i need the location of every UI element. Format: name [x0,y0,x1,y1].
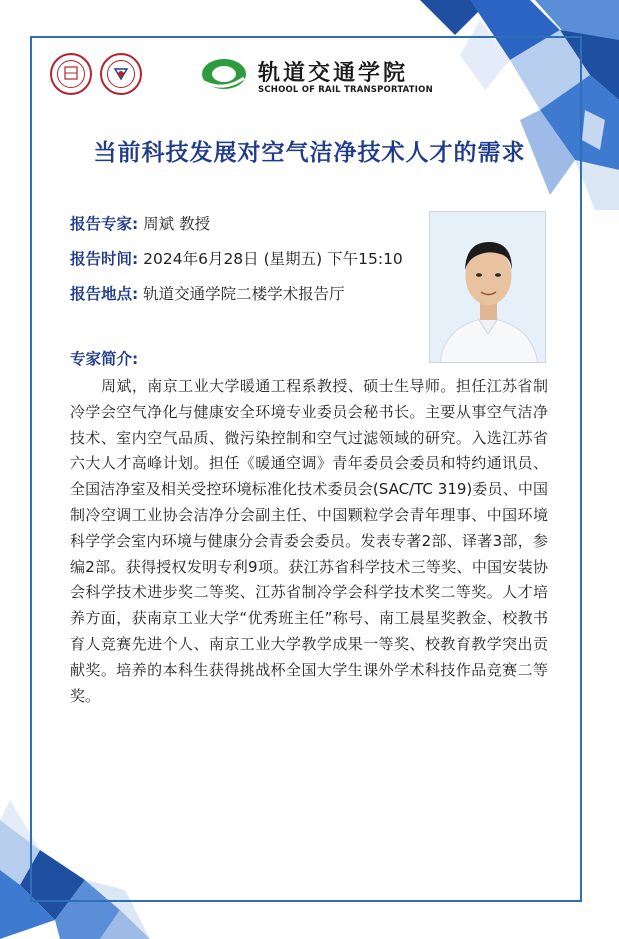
time-value: 2024年6月28日 (星期五) 下午15:10 [143,250,403,268]
lecture-title: 当前科技发展对空气洁净技术人才的需求 [93,140,526,166]
university-seal-logo [50,53,92,95]
rail-transportation-logo [200,56,248,92]
expert-value: 周斌 教授 [143,215,211,233]
expert-row [70,212,210,234]
place-label: 报告地点: [70,285,139,303]
place-row [70,282,345,304]
school-name-cn: 轨道交通学院 [258,61,409,86]
speaker-photo [429,211,546,363]
bio-text: 周斌，南京工业大学暖通工程系教授、硕士生导师。担任江苏省制冷学会空气净化与健康安全环境专业委员会秘书长。主要从事空气洁净技术、室内空气品质、微污染控制和空气过滤领域的研究。入选江苏省六大人才高峰计划。担任《暖通空调》青年委员会委员和特约通讯员、全国洁净室及相关受控环境标准化技术委员会(SAC/TC 319)委员、中国制冷空调工业协会洁净分会副主任、中国颗粒学会青年理事、中国环境科学学会室内环境与健康分会青委会委员。发表专著2部、译著3部，参编2部。获得授权发明专利9项。获江苏省科学技术三等奖、中国安装协会科学技术进步奖二等奖、江苏省制冷学会科学技术奖二等奖。人才培养方面，获南京工业大学“优秀班主任”称号、南工晨星奖教金、校教书育人竞赛先进个人、南京工业大学教学成果一等奖、校教育教学突出贡献奖。培养的本科生获得挑战杯全国大学生课外学术科技作品竞赛二等奖。 [70,377,548,705]
place-value: 轨道交通学院二楼学术报告厅 [143,285,345,303]
bio-label: 专家简介: [70,350,139,368]
college-seal-logo [100,53,142,95]
time-label: 报告时间: [70,250,139,268]
expert-label: 报告专家: [70,215,139,233]
school-name-en: SCHOOL OF RAIL TRANSPORTATION [258,85,433,95]
time-row [70,247,403,269]
